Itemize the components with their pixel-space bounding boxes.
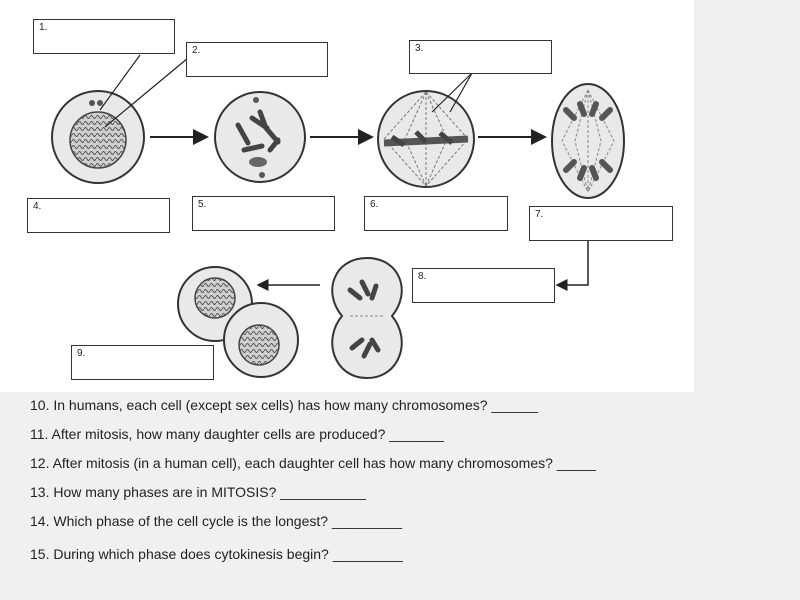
daughter-cell-2	[224, 303, 298, 377]
cell-interphase	[52, 91, 144, 183]
label-box-2[interactable]	[186, 42, 328, 77]
cell-prophase	[215, 92, 305, 182]
label-box-4[interactable]	[27, 198, 170, 233]
question-14: 14. Which phase of the cell cycle is the longest? _________	[30, 513, 403, 529]
label-box-number: 5.	[198, 199, 207, 210]
question-12: 12. After mitosis (in a human cell), each daughter cell has how many chromosomes? _____	[30, 455, 596, 471]
label-box-number: 8.	[418, 271, 427, 282]
label-box-number: 6.	[370, 199, 379, 210]
cell-telophase	[332, 258, 401, 378]
label-box-1[interactable]	[33, 19, 175, 54]
label-box-number: 3.	[415, 43, 424, 54]
label-box-number: 4.	[33, 201, 42, 212]
label-box-7[interactable]	[529, 206, 673, 241]
cell-metaphase	[378, 91, 474, 187]
label-box-6[interactable]	[364, 196, 508, 231]
label-box-number: 9.	[77, 348, 86, 359]
label-box-3[interactable]	[409, 40, 552, 74]
question-10: 10. In humans, each cell (except sex cells) has how many chromosomes? ______	[30, 397, 539, 413]
label-box-number: 2.	[192, 45, 201, 56]
question-15: 15. During which phase does cytokinesis begin? _________	[30, 546, 403, 562]
label-box-8[interactable]	[412, 268, 555, 303]
label-box-number: 7.	[535, 209, 544, 220]
label-box-number: 1.	[39, 22, 48, 33]
question-11: 11. After mitosis, how many daughter cells are produced? _______	[30, 426, 444, 442]
cell-anaphase	[552, 84, 624, 198]
label-box-5[interactable]	[192, 196, 335, 231]
label-box-9[interactable]	[71, 345, 214, 380]
question-13: 13. How many phases are in MITOSIS? ___________	[30, 484, 366, 500]
